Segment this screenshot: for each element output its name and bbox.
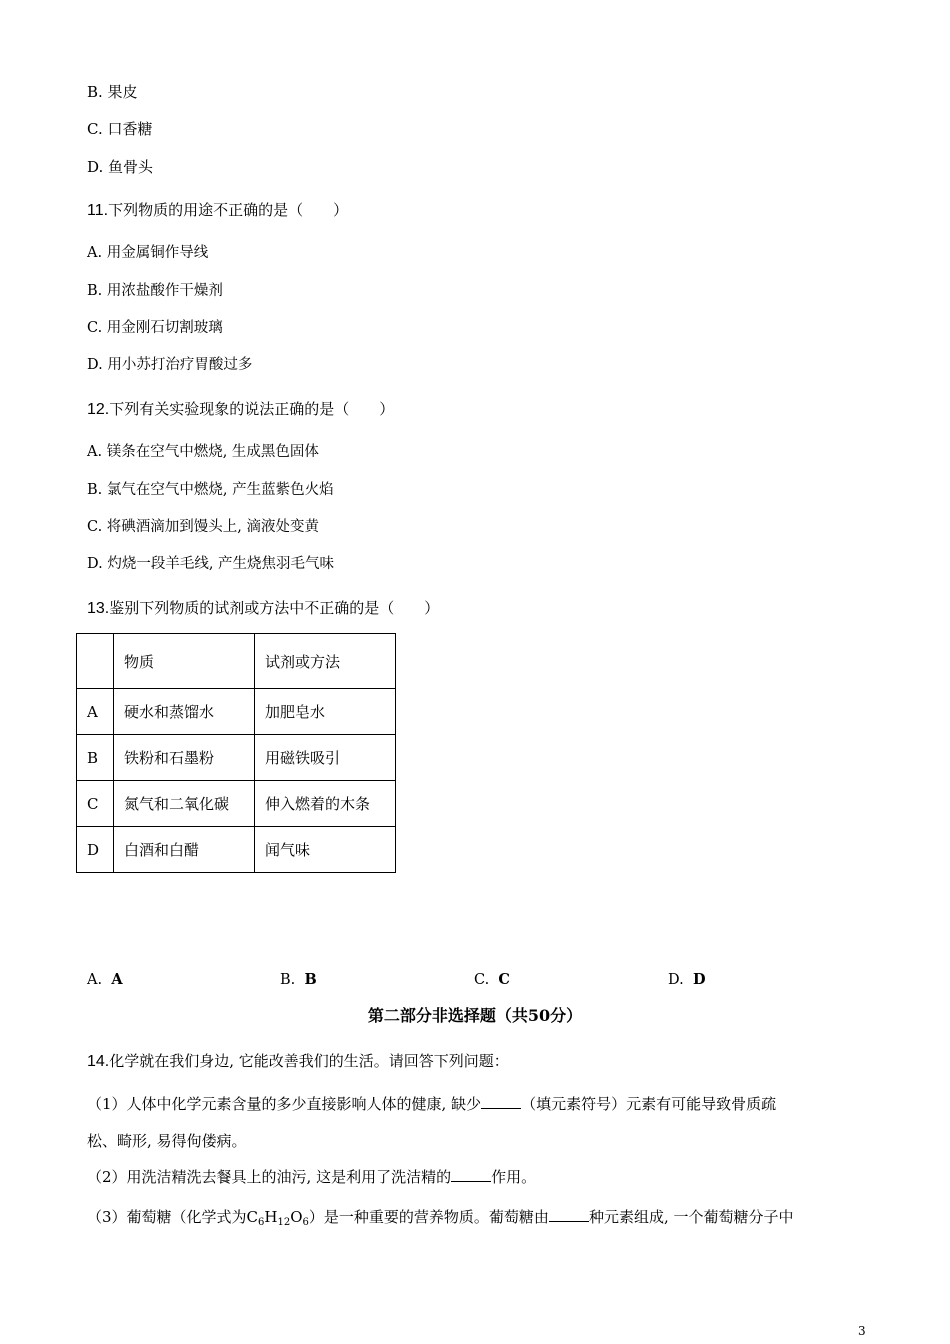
formula-subscript: 6 <box>258 1217 265 1228</box>
question-text: 下列有关实验现象的说法正确的是（ ） <box>109 400 395 418</box>
q14-part-3-text-mid: ）是一种重要的营养物质。葡萄糖由 <box>308 1208 549 1226</box>
option-c-chewing-gum: C. 口香糖 <box>87 120 153 138</box>
q14-part-3-text: （3）葡萄糖（化学式为 <box>87 1208 247 1226</box>
q14-part-2-text: （2）用洗洁精洗去餐具上的油污, 这是利用了洗洁精的 <box>87 1168 452 1186</box>
q14-part-1-line-2: 松、畸形, 易得佝偻病。 <box>87 1132 247 1150</box>
table-cell: 氮气和二氧化碳 <box>114 781 255 827</box>
q11-option-d: D. 用小苏打治疗胃酸过多 <box>87 357 253 373</box>
formula-subscript: 6 <box>302 1217 309 1228</box>
q14-part-3 <box>87 1207 793 1227</box>
q13-answer-b <box>280 970 317 990</box>
question-number: 13. <box>87 600 110 617</box>
question-number: 11. <box>87 202 109 219</box>
answer-value: C <box>498 971 510 988</box>
question-14 <box>87 1051 509 1072</box>
q13-answer-a <box>87 970 123 990</box>
table-cell: 铁粉和石墨粉 <box>114 735 255 781</box>
q11-option-a: A. 用金属铜作导线 <box>87 245 209 261</box>
answer-blank[interactable] <box>451 1167 491 1182</box>
table-cell: 加肥皂水 <box>255 689 396 735</box>
question-text: 鉴别下列物质的试剂或方法中不正确的是（ ） <box>109 599 440 617</box>
q14-part-2 <box>87 1167 536 1187</box>
table-cell: 用磁铁吸引 <box>255 735 396 781</box>
answer-prefix: B. <box>280 972 296 988</box>
formula-element: C <box>246 1208 259 1226</box>
q12-option-a: A. 镁条在空气中燃烧, 生成黑色固体 <box>87 444 319 460</box>
q13-answer-d <box>668 970 706 990</box>
table-row <box>77 689 396 735</box>
answer-prefix: A. <box>87 972 103 988</box>
page-number: 3 <box>858 1324 866 1338</box>
answer-value: D <box>692 971 706 988</box>
answer-prefix: C. <box>474 972 490 988</box>
option-d-fish-bone: D. 鱼骨头 <box>87 158 154 176</box>
glucose-formula <box>247 1208 309 1226</box>
answer-blank[interactable] <box>549 1207 589 1222</box>
q11-option-b: B. 用浓盐酸作干燥剂 <box>87 283 223 299</box>
formula-element: O <box>290 1208 303 1226</box>
table-header-row <box>77 634 396 689</box>
q14-part-1-text: （1）人体中化学元素含量的多少直接影响人体的健康, 缺少 <box>87 1095 482 1113</box>
question-11 <box>87 200 348 221</box>
table-header-cell: 物质 <box>114 634 255 689</box>
table-cell: C <box>77 781 114 827</box>
answer-value: A <box>111 971 123 988</box>
q14-part-1-text-end: （填元素符号）元素有可能导致骨质疏 <box>521 1095 777 1113</box>
table-cell: 伸入燃着的木条 <box>255 781 396 827</box>
q12-option-b: B. 氯气在空气中燃烧, 产生蓝紫色火焰 <box>87 482 334 498</box>
formula-subscript: 12 <box>277 1217 291 1228</box>
table-row <box>77 781 396 827</box>
table-cell: 白酒和白醋 <box>114 827 255 873</box>
table-cell: A <box>77 689 114 735</box>
table-cell: 闻气味 <box>255 827 396 873</box>
question-13 <box>87 598 439 619</box>
answer-value: B <box>304 971 317 988</box>
table-cell: B <box>77 735 114 781</box>
answer-blank[interactable] <box>481 1094 521 1109</box>
q14-part-3-text-end: 种元素组成, 一个葡萄糖分子中 <box>588 1208 794 1226</box>
section-title: 第二部分非选择题（共50分） <box>367 1006 583 1025</box>
q11-option-c: C. 用金刚石切割玻璃 <box>87 320 223 336</box>
table-row <box>77 735 396 781</box>
question-number: 14. <box>87 1053 110 1070</box>
question-text: 化学就在我们身边, 它能改善我们的生活。请回答下列问题： <box>109 1052 509 1070</box>
table-cell: D <box>77 827 114 873</box>
table-row <box>77 827 396 873</box>
question-number: 12. <box>87 401 110 418</box>
answer-prefix: D. <box>668 972 684 988</box>
option-b-fruit-peel: B. 果皮 <box>87 83 138 101</box>
table-header-cell: 试剂或方法 <box>255 634 396 689</box>
question-12 <box>87 399 394 420</box>
formula-element: H <box>264 1208 278 1226</box>
q14-part-2-text-end: 作用。 <box>491 1168 537 1186</box>
q14-part-1 <box>87 1094 776 1114</box>
question-text: 下列物质的用途不正确的是（ ） <box>108 201 349 219</box>
q12-option-d: D. 灼烧一段羊毛线, 产生烧焦羽毛气味 <box>87 556 335 572</box>
q12-option-c: C. 将碘酒滴加到馒头上, 滴液处变黄 <box>87 519 320 535</box>
table-cell: 硬水和蒸馏水 <box>114 689 255 735</box>
q13-answer-c <box>474 970 510 990</box>
identification-table <box>76 633 396 873</box>
table-header-cell <box>77 634 114 689</box>
